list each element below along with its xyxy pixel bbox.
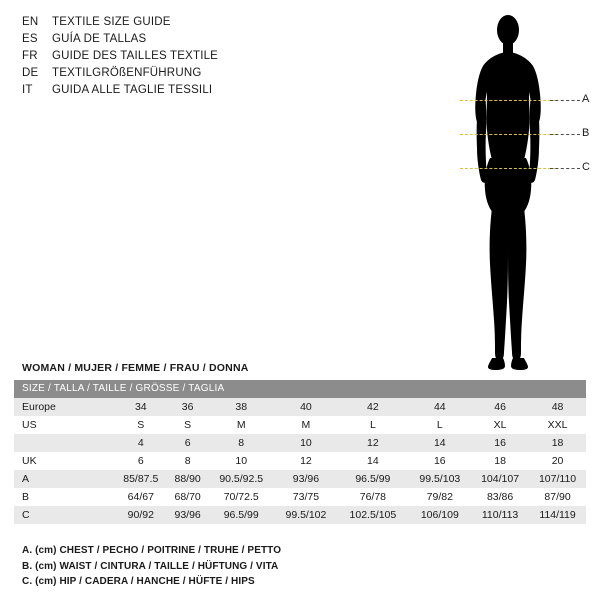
row-cell: 12	[337, 434, 408, 452]
row-cell: 40	[275, 398, 337, 416]
note-a: A. (cm) CHEST / PECHO / POITRINE / TRUHE / PETTO	[22, 545, 282, 556]
row-cell: 42	[337, 398, 408, 416]
language-code: IT	[22, 84, 33, 96]
row-cell: 34	[114, 398, 168, 416]
waist-measure-line	[460, 134, 556, 135]
language-title: GUIDA ALLE TAGLIE TESSILI	[52, 84, 213, 96]
row-cell: 99.5/103	[409, 470, 471, 488]
row-cell: 96.5/99	[208, 506, 275, 524]
row-cell: XXL	[529, 416, 586, 434]
row-cell: 16	[409, 452, 471, 470]
chest-measure-line	[460, 100, 556, 101]
table-header-label: SIZE / TALLA / TAILLE / GRÖSSE / TAGLIA	[14, 380, 586, 398]
row-cell: 16	[471, 434, 529, 452]
language-row-en	[22, 16, 322, 33]
row-cell: 87/90	[529, 488, 586, 506]
measure-label-c: C	[582, 161, 590, 173]
row-cell: 38	[208, 398, 275, 416]
row-cell: 44	[409, 398, 471, 416]
chest-leader-line	[550, 100, 580, 101]
row-cell: 10	[275, 434, 337, 452]
row-cell: 8	[208, 434, 275, 452]
waist-leader-line	[550, 134, 580, 135]
row-cell: 46	[471, 398, 529, 416]
measurement-notes	[22, 543, 281, 590]
row-label	[14, 434, 114, 452]
row-cell: XL	[471, 416, 529, 434]
language-code: ES	[22, 33, 38, 45]
language-code: EN	[22, 16, 39, 28]
table-row	[14, 434, 586, 452]
row-cell: 6	[168, 434, 208, 452]
row-cell: 76/78	[337, 488, 408, 506]
language-title: GUIDE DES TAILLES TEXTILE	[52, 50, 219, 62]
row-cell: 64/67	[114, 488, 168, 506]
hip-leader-line	[550, 168, 580, 169]
row-cell: 70/72.5	[208, 488, 275, 506]
row-cell: 79/82	[409, 488, 471, 506]
row-label: C	[14, 506, 114, 524]
row-cell: 14	[409, 434, 471, 452]
language-code: DE	[22, 67, 39, 79]
language-row-es	[22, 33, 322, 50]
row-cell: 48	[529, 398, 586, 416]
row-cell: 96.5/99	[337, 470, 408, 488]
note-c: C. (cm) HIP / CADERA / HANCHE / HÜFTE / HIPS	[22, 576, 255, 587]
row-cell: 36	[168, 398, 208, 416]
row-cell: 18	[529, 434, 586, 452]
row-cell: 18	[471, 452, 529, 470]
language-row-de	[22, 67, 322, 84]
row-cell: 110/113	[471, 506, 529, 524]
row-cell: 90.5/92.5	[208, 470, 275, 488]
table-row	[14, 488, 586, 506]
female-body-figure	[430, 8, 590, 378]
row-label: UK	[14, 452, 114, 470]
female-silhouette-icon	[430, 8, 590, 378]
table-row	[14, 470, 586, 488]
row-cell: 14	[337, 452, 408, 470]
row-cell: S	[114, 416, 168, 434]
row-cell: S	[168, 416, 208, 434]
row-cell: M	[275, 416, 337, 434]
row-cell: 107/110	[529, 470, 586, 488]
row-cell: 90/92	[114, 506, 168, 524]
table-header-row	[14, 380, 586, 398]
row-cell: 102.5/105	[337, 506, 408, 524]
measure-label-a: A	[582, 93, 590, 105]
measure-label-b: B	[582, 127, 590, 139]
row-label: Europe	[14, 398, 114, 416]
language-titles	[22, 16, 322, 101]
note-b: B. (cm) WAIST / CINTURA / TAILLE / HÜFTUNG / VITA	[22, 560, 279, 572]
language-code: FR	[22, 50, 38, 62]
row-cell: L	[337, 416, 408, 434]
row-cell: 20	[529, 452, 586, 470]
row-cell: 73/75	[275, 488, 337, 506]
table-row	[14, 506, 586, 524]
language-title: TEXTILGRÖßENFÜHRUNG	[52, 67, 202, 79]
row-cell: 6	[114, 452, 168, 470]
size-table	[14, 380, 586, 524]
row-cell: 68/70	[168, 488, 208, 506]
row-cell: 114/119	[529, 506, 586, 524]
table-row	[14, 398, 586, 416]
table-caption: WOMAN / MUJER / FEMME / FRAU / DONNA	[22, 362, 249, 374]
language-row-fr	[22, 50, 322, 67]
row-label: US	[14, 416, 114, 434]
row-cell: 85/87.5	[114, 470, 168, 488]
row-cell: 106/109	[409, 506, 471, 524]
table-row	[14, 452, 586, 470]
row-cell: L	[409, 416, 471, 434]
row-cell: 104/107	[471, 470, 529, 488]
language-title: TEXTILE SIZE GUIDE	[52, 16, 171, 28]
row-cell: M	[208, 416, 275, 434]
hip-measure-line	[460, 168, 556, 169]
row-cell: 99.5/102	[275, 506, 337, 524]
row-cell: 4	[114, 434, 168, 452]
row-cell: 12	[275, 452, 337, 470]
language-row-it	[22, 84, 322, 101]
table-row	[14, 416, 586, 434]
row-label: B	[14, 488, 114, 506]
row-cell: 93/96	[168, 506, 208, 524]
row-cell: 8	[168, 452, 208, 470]
language-title: GUÍA DE TALLAS	[52, 33, 147, 45]
row-cell: 93/96	[275, 470, 337, 488]
row-label: A	[14, 470, 114, 488]
row-cell: 83/86	[471, 488, 529, 506]
row-cell: 88/90	[168, 470, 208, 488]
row-cell: 10	[208, 452, 275, 470]
